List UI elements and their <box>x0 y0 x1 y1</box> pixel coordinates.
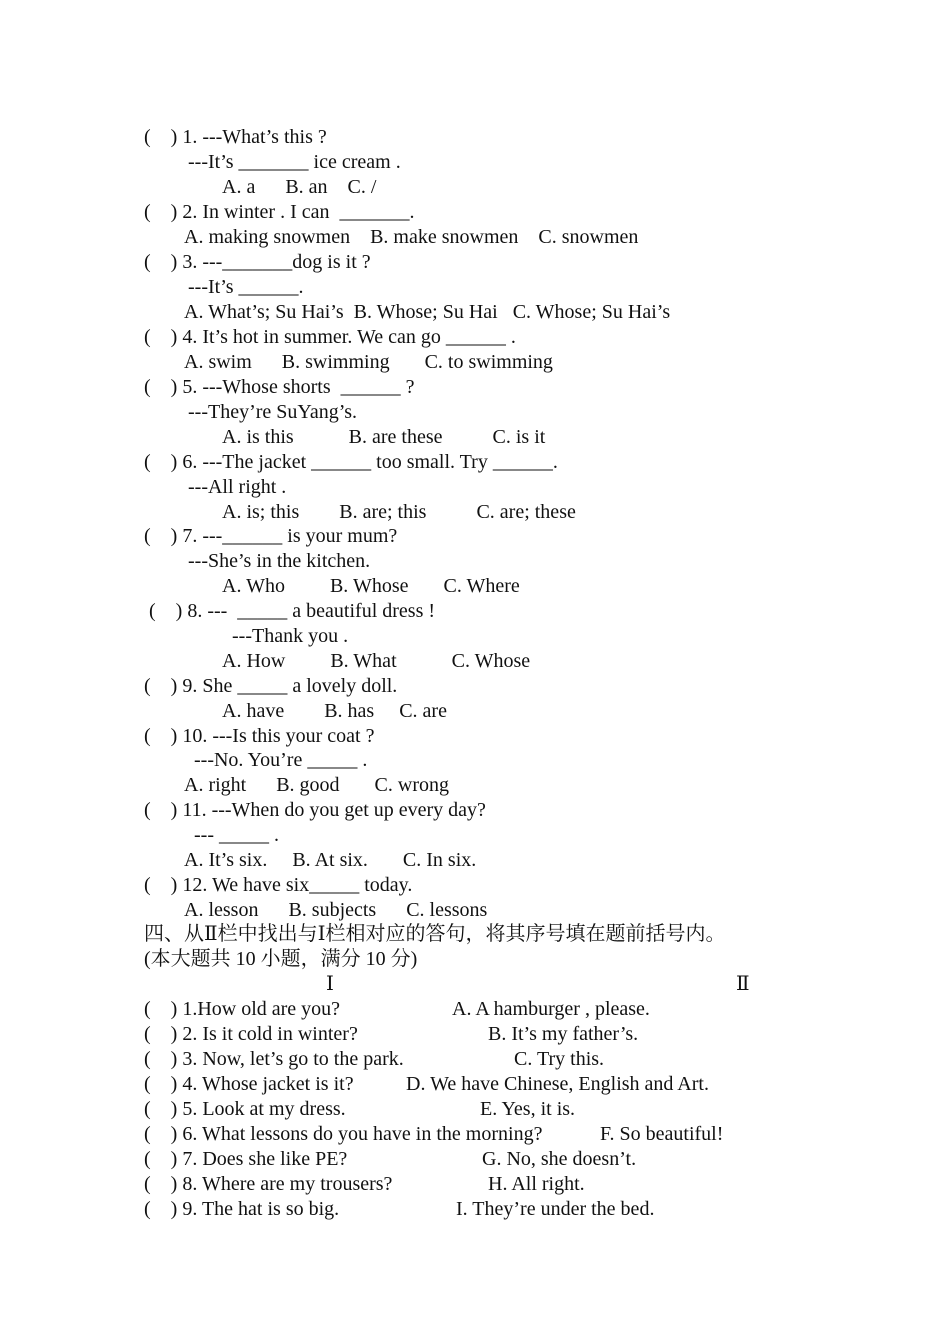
question-8-reply: ---Thank you . <box>232 625 349 647</box>
question-7-stem: ( ) 7. ---______ is your mum? <box>144 525 398 547</box>
match-question-6: ( ) 6. What lessons do you have in the morning? <box>144 1123 543 1145</box>
question-3-reply: ---It’s ______. <box>188 276 304 298</box>
match-answer-h: H. All right. <box>488 1173 585 1195</box>
question-9-stem: ( ) 9. She _____ a lovely doll. <box>144 675 398 697</box>
question-1-stem: ( ) 1. ---What’s this ? <box>144 126 327 148</box>
question-4-stem: ( ) 4. It’s hot in summer. We can go ______ . <box>144 326 516 348</box>
question-12-options: A. lesson B. subjects C. lessons <box>184 899 488 921</box>
question-3-stem: ( ) 3. ---_______dog is it ? <box>144 251 371 273</box>
question-2-stem: ( ) 2. In winter . I can _______. <box>144 201 415 223</box>
question-5-options: A. is this B. are these C. is it <box>222 426 546 448</box>
match-question-8: ( ) 8. Where are my trousers? <box>144 1173 393 1195</box>
question-11-options: A. It’s six. B. At six. C. In six. <box>184 849 477 871</box>
question-6-options: A. is; this B. are; this C. are; these <box>222 501 576 523</box>
question-8-stem: ( ) 8. --- _____ a beautiful dress ! <box>144 600 436 622</box>
section-4-subheading: (本大题共 10 小题，满分 10 分) <box>144 948 418 970</box>
match-question-5: ( ) 5. Look at my dress. <box>144 1098 346 1120</box>
match-answer-f: F. So beautiful! <box>600 1123 724 1145</box>
match-answer-a: A. A hamburger , please. <box>452 998 650 1020</box>
question-5-reply: ---They’re SuYang’s. <box>188 401 358 423</box>
question-7-reply: ---She’s in the kitchen. <box>188 550 371 572</box>
match-question-3: ( ) 3. Now, let’s go to the park. <box>144 1048 404 1070</box>
question-11-reply: --- _____ . <box>194 824 279 846</box>
match-question-1: ( ) 1.How old are you? <box>144 998 341 1020</box>
question-1-reply: ---It’s _______ ice cream . <box>188 151 401 173</box>
match-question-9: ( ) 9. The hat is so big. <box>144 1198 340 1220</box>
match-answer-e: E. Yes, it is. <box>480 1098 576 1120</box>
match-answer-b: B. It’s my father’s. <box>488 1023 639 1045</box>
question-3-options: A. What’s; Su Hai’s B. Whose; Su Hai C. Whose; Su Hai’s <box>184 301 671 323</box>
question-5-stem: ( ) 5. ---Whose shorts ______ ? <box>144 376 415 398</box>
question-2-options: A. making snowmen B. make snowmen C. snowmen <box>184 226 639 248</box>
match-question-2: ( ) 2. Is it cold in winter? <box>144 1023 358 1045</box>
question-6-reply: ---All right . <box>188 476 287 498</box>
question-10-options: A. right B. good C. wrong <box>184 774 449 796</box>
question-6-stem: ( ) 6. ---The jacket ______ too small. Try ______. <box>144 451 558 473</box>
match-question-7: ( ) 7. Does she like PE? <box>144 1148 348 1170</box>
match-answer-c: C. Try this. <box>514 1048 605 1070</box>
question-9-options: A. have B. has C. are <box>222 700 447 722</box>
match-answer-d: D. We have Chinese, English and Art. <box>406 1073 709 1095</box>
question-12-stem: ( ) 12. We have six_____ today. <box>144 874 413 896</box>
question-1-options: A. a B. an C. / <box>222 176 377 198</box>
match-answer-i: I. They’re under the bed. <box>456 1198 655 1220</box>
question-10-stem: ( ) 10. ---Is this your coat ? <box>144 725 375 747</box>
question-4-options: A. swim B. swimming C. to swimming <box>184 351 553 373</box>
question-11-stem: ( ) 11. ---When do you get up every day? <box>144 799 486 821</box>
column-1-label: Ⅰ <box>326 973 334 995</box>
column-2-label: Ⅱ <box>736 973 750 995</box>
question-8-options: A. How B. What C. Whose <box>222 650 531 672</box>
question-10-reply: ---No. You’re _____ . <box>194 749 368 771</box>
section-4-heading: 四、从Ⅱ栏中找出与Ⅰ栏相对应的答句，将其序号填在题前括号内。 <box>144 923 726 945</box>
match-answer-g: G. No, she doesn’t. <box>482 1148 637 1170</box>
match-question-4: ( ) 4. Whose jacket is it? <box>144 1073 354 1095</box>
question-7-options: A. Who B. Whose C. Where <box>222 575 520 597</box>
